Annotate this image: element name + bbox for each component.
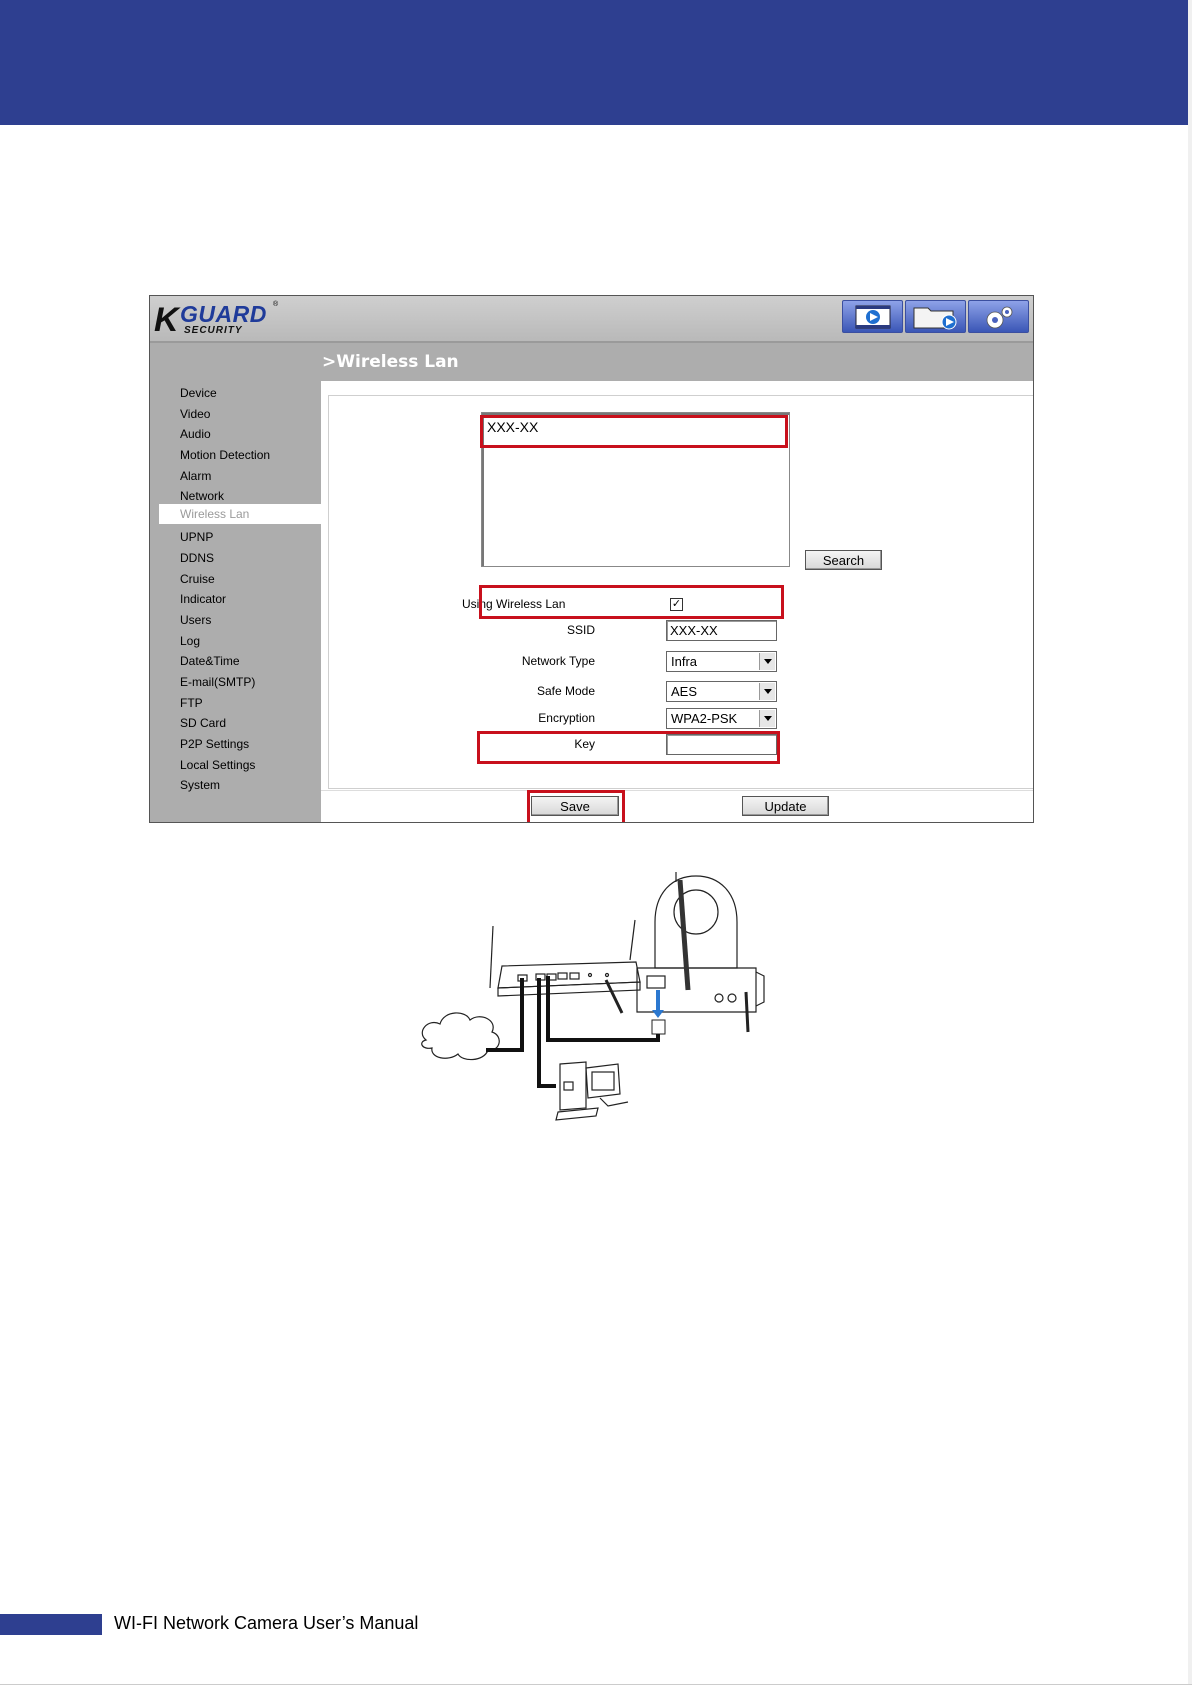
network-type-value: Infra xyxy=(671,654,698,669)
sidebar-item-indicator[interactable]: Indicator xyxy=(180,592,227,606)
key-label: Key xyxy=(574,737,595,751)
cloud-icon xyxy=(422,1013,500,1060)
sidebar-item-video[interactable]: Video xyxy=(180,407,211,421)
panel-divider xyxy=(321,790,1034,791)
connection-diagram xyxy=(418,872,788,1127)
playback-folder-icon xyxy=(906,301,965,332)
chevron-down-icon xyxy=(759,683,775,700)
sidebar-item-network[interactable]: Network xyxy=(180,489,225,503)
safe-mode-select[interactable] xyxy=(666,681,777,702)
sidebar-item-wireless-lan[interactable]: Wireless Lan xyxy=(159,504,321,524)
network-type-select[interactable] xyxy=(666,651,777,672)
playback-button[interactable] xyxy=(905,300,966,333)
sidebar-item-date-time[interactable]: Date&Time xyxy=(180,654,240,668)
footer-accent xyxy=(0,1614,102,1635)
sidebar-item-p2p-settings[interactable]: P2P Settings xyxy=(180,737,250,751)
sidebar-item-motion-detection[interactable]: Motion Detection xyxy=(180,448,271,462)
footer-title: WI-FI Network Camera User’s Manual xyxy=(114,1613,419,1633)
settings-gear-icon xyxy=(969,301,1028,332)
encryption-select[interactable] xyxy=(666,708,777,729)
live-view-button[interactable] xyxy=(842,300,903,333)
header-band xyxy=(0,0,1192,125)
sidebar-item-ftp[interactable]: FTP xyxy=(180,696,203,710)
safe-mode-label: Safe Mode xyxy=(536,684,595,698)
sidebar-item-upnp[interactable]: UPNP xyxy=(180,530,214,544)
sidebar-item-audio[interactable]: Audio xyxy=(180,427,211,441)
sidebar-item-sd-card[interactable]: SD Card xyxy=(180,716,227,730)
logo-initial: K xyxy=(154,301,179,339)
encryption-value: WPA2-PSK xyxy=(671,711,738,726)
encryption-label: Encryption xyxy=(538,711,595,725)
kguard-logo xyxy=(154,301,279,339)
live-view-icon xyxy=(843,301,902,332)
wireless-lan-screenshot xyxy=(149,295,1034,823)
sidebar-item-device[interactable]: Device xyxy=(180,386,217,400)
sidebar-item-email-smtp[interactable]: E-mail(SMTP) xyxy=(180,675,256,689)
ssid-field[interactable]: XXX-XX xyxy=(666,620,777,641)
chevron-down-icon xyxy=(759,653,775,670)
ssid-label: SSID xyxy=(566,623,595,637)
web-ui-header xyxy=(150,296,1033,343)
settings-button[interactable] xyxy=(968,300,1029,333)
sidebar-item-log[interactable]: Log xyxy=(180,634,201,648)
update-button[interactable]: Update xyxy=(742,796,829,816)
key-field[interactable] xyxy=(666,734,777,755)
page-title-bar xyxy=(321,343,1034,381)
page-title: >Wireless Lan xyxy=(322,352,459,372)
computer-icon xyxy=(556,1062,628,1120)
sidebar-item-users[interactable]: Users xyxy=(180,613,212,627)
registered-mark: ® xyxy=(273,301,279,308)
page-edge xyxy=(1188,0,1192,1685)
using-wireless-lan-label: Using Wireless Lan xyxy=(462,597,566,611)
sidebar-item-local-settings[interactable]: Local Settings xyxy=(180,758,256,772)
settings-sidebar xyxy=(150,343,321,823)
safe-mode-value: AES xyxy=(671,684,698,699)
wifi-network-list[interactable] xyxy=(481,412,790,567)
sidebar-item-ddns[interactable]: DDNS xyxy=(180,551,215,565)
sidebar-item-alarm[interactable]: Alarm xyxy=(180,469,212,483)
sidebar-item-system[interactable]: System xyxy=(180,778,221,792)
router-icon xyxy=(490,920,640,1013)
network-type-label: Network Type xyxy=(521,654,595,668)
using-wireless-lan-checkbox[interactable]: ✓ xyxy=(671,598,682,610)
search-button[interactable]: Search xyxy=(805,550,882,570)
chevron-down-icon xyxy=(759,710,775,727)
sidebar-item-cruise[interactable]: Cruise xyxy=(180,572,215,586)
wifi-network-entry[interactable]: XXX-XX xyxy=(487,419,539,435)
logo-sub: SECURITY xyxy=(184,325,243,336)
save-button[interactable]: Save xyxy=(531,796,619,816)
logo-main: GUARD xyxy=(180,301,267,327)
